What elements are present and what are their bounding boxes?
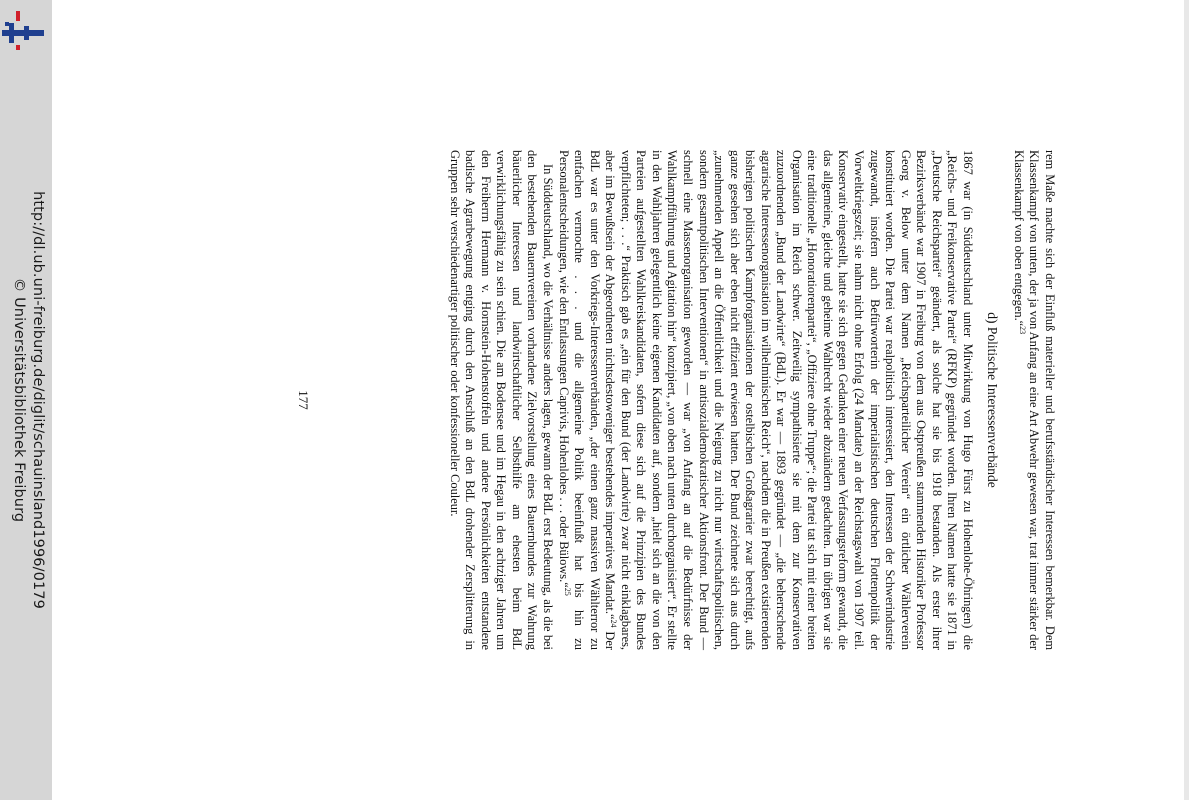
document-page bbox=[52, 0, 1184, 800]
page-number: 177 bbox=[295, 390, 311, 410]
intro-text: rem Maße machte sich der Einfluß materieller und berufsständischer Interessen bemerkbar. Dem Klassenkampf von unten, der ja von Anfang an eine Art Abwehr gewesen war, trat immer stärker der Klassenkampf von oben entgegen.“ bbox=[1011, 150, 1057, 650]
body-paragraph-1 bbox=[555, 150, 975, 650]
footnote-ref: 24 bbox=[609, 619, 619, 628]
body-paragraph-2: In Süddeutschland, wo die Verhältnisse anders lagen, gewann der BdL erst Bedeutung, als die bei den bestehenden Bauernvereinen vorhandene Zielvorstellung eines Bauernbundes zur Wahrung bäuerlicher Interessen und landwirtschaftlicher Selbsthilfe am ehesten beim BdL verwirklichungsfähig zu sein schien. Die am Bodensee und im Hegau in den achtziger Jahren um den Freiherrn Hermann v. Hornstein-Hohenstoffeln und andere Persönlichkeiten entstandene badische Agrarbewegung entging durch den Anschluß an den BdL drohender Zersplitterung in Gruppen sehr verschiedenartiger politischer oder konfessioneller Couleur. bbox=[447, 150, 556, 650]
intro-paragraph bbox=[1010, 150, 1057, 650]
page-content bbox=[295, 150, 1057, 650]
source-url[interactable]: http://dl.ub.uni-freiburg.de/diglit/schauinsland1996/0179 bbox=[30, 191, 46, 609]
sidebar bbox=[0, 0, 52, 800]
section-heading: d) Politische Interessenverbände bbox=[985, 312, 1001, 488]
footnote-ref: 25 bbox=[562, 587, 572, 596]
source-credit bbox=[9, 0, 47, 800]
paragraph-text: 1867 war (in Süddeutschland unter Mitwirkung von Hugo Fürst zu Hohenlohe-Öhringen) die „Reichs- und Freikonservative Partei“ (RFKP) gegründet worden. Ihren Namen hatte sie 1871 in „Deutsche Reichspartei“ geändert, als solche hat sie bis 1918 bestanden. Als erster ihrer Bezirksverbände war 1907 in Freiburg von dem aus Ostpreußen stammenden Historiker Professor Georg v. Below unter dem Namen „Reichsparteilicher Verein“ ein örtlicher Wählerverein konstituiert worden. Die Partei war realpolitisch interessiert, den Interessen der Schwerindustrie zugewandt, insofern auch Befürworterin der imperialistischen deutschen Flottenpolitik der Vorweltkriegszeit; sie nahm nicht ohne Erfolg (24 Mandate) an der Reichstagswahl von 1907 teil. Konservativ eingestellt, hatte sie sich gegen Gedanken einer neuen Verfassungsreform gewandt, die das allgemeine, gleiche und geheime Wahlrecht wieder abzuändern gedachten. Im übrigen war sie eine traditionelle „Honoratiorenpartei“, „Offiziere ohne Truppe“; die Partei tat sich mit einer breiten Organisation im Reich schwer. Zeitweilig sympathisierte sie mit dem zur Konservativen zuzuordnenden „Bund der Landwirte“ (BdL). Er war — 1893 gegründet — „die beherrschende agrarische Interessenorganisation im wilhelminischen Reich“, nachdem die in Preußen existierenden bisherigen politischen Kampforganisationen der ostelbischen Großagrarier zwar berechtigt, aufs ganze gesehen sich aber eben nicht effizient erwiesen hatten. Der Bund zeichnete sich aus durch „zunehmenden Appell an die Öffentlichkeit und die Neigung zu nicht nur wirtschaftspolitischen, sondern gesamtpolitischen Interventionen“ in antisozialdemokratischer Aktionsfront. Der Bund — schnell eine Massenorganisation geworden — war „von Anfang an auf die Bedürfnisse der Wahlkampfführung und Agitation hin“ konzipiert, „von oben nach unten durchorganisiert“. Er stellte in den Wahljahren gelegentlich keine eigenen Kandidaten auf, sondern „hielt sich an die von den Parteien aufgestellten Wahlkreiskandidaten, sofern diese sich auf die Prinzipien des Bundes verpflichteten; . . .“ Praktisch gab es „ein für den Bund (der Landwirte) zwar nicht einklagbares, aber im Bewußtsein der Abgeordneten nichtsdestoweniger bestehendes imperatives Mandat.“ bbox=[603, 150, 975, 650]
scrollbar-edge[interactable] bbox=[1184, 0, 1189, 800]
footnote-ref: 23 bbox=[1018, 326, 1028, 335]
paragraph-text: Der BdL war es unter den Vorkriegs-Interessenverbänden, „der einen ganz massiven Wählterror zu entfachen vermochte . . . und die allgemeine Politik beeinflußt hat bis hin zu Personalentscheidungen, wie den Entlassungen Caprivis, Hohenlohes . . . oder Bülows.“ bbox=[556, 150, 618, 650]
copyright-notice: © Universitätsbibliothek Freiburg bbox=[11, 277, 27, 523]
